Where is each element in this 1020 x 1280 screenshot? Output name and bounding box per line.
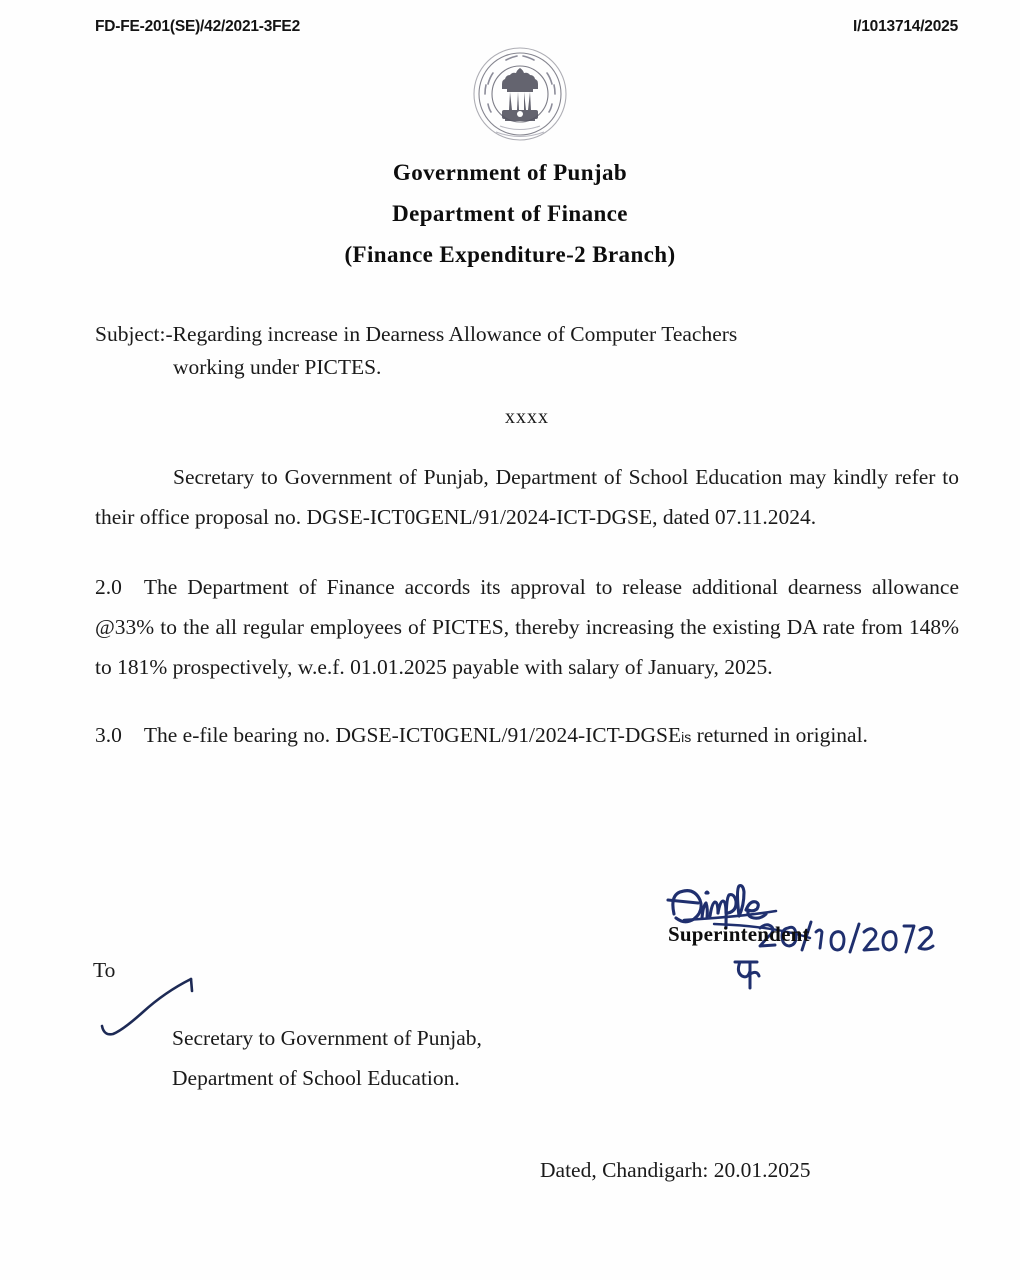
section-separator: xxxx xyxy=(505,406,549,428)
dateline: Dated, Chandigarh: 20.01.2025 xyxy=(540,1158,811,1182)
subject-line-1: Subject:-Regarding increase in Dearness Allowance of Computer Teachers xyxy=(95,322,738,346)
document-body xyxy=(95,318,959,757)
government-emblem-icon xyxy=(466,44,574,148)
to-label: To xyxy=(93,958,116,982)
clause-2-text: The Department of Finance accords its approval to release additional dearness allowance @33% to the all regular employees of PICTES, thereby increasing the existing DA rate from 148% to 181% prospectively, w.e.f. 01.01.2025 payable with salary of January, 2025. xyxy=(95,575,959,679)
addressee-block xyxy=(172,1018,482,1098)
clause-2-number: 2.0 xyxy=(95,575,122,599)
addressee-line-1: Secretary to Government of Punjab, xyxy=(172,1026,482,1050)
signatory-designation: Superintendent xyxy=(668,922,810,946)
diary-number: I/1013714/2025 xyxy=(853,18,958,35)
paragraph-clause-3 xyxy=(95,715,959,757)
title-line-government: Government of Punjab xyxy=(392,160,628,185)
document-title-block xyxy=(0,152,1020,275)
paragraph-reference: Secretary to Government of Punjab, Department of School Education may kindly refer to their office proposal no. DGSE-ICT0GENL/91/2024-ICT-DGSE, dated 07.11.2024. xyxy=(95,465,959,529)
subject-line-2: working under PICTES. xyxy=(173,355,382,379)
signature-block xyxy=(640,862,970,992)
reference-number-row xyxy=(0,18,1020,42)
file-number: FD-FE-201(SE)/42/2021-3FE2 xyxy=(95,18,300,35)
paragraph-clause-2 xyxy=(95,567,959,687)
clause-3-text: The e-file bearing no. DGSE-ICT0GENL/91/2024-ICT-DGSE xyxy=(143,723,682,747)
addressee-line-2: Department of School Education. xyxy=(172,1066,460,1090)
title-line-branch: (Finance Expenditure-2 Branch) xyxy=(344,242,676,267)
subject-line xyxy=(95,318,959,384)
clause-3-number: 3.0 xyxy=(95,723,122,747)
clause-3-text-end: returned in original. xyxy=(696,723,868,747)
handwritten-initial-icon xyxy=(735,962,759,988)
title-line-department: Department of Finance xyxy=(392,201,628,226)
clause-3-trailing-word: is xyxy=(681,729,692,745)
